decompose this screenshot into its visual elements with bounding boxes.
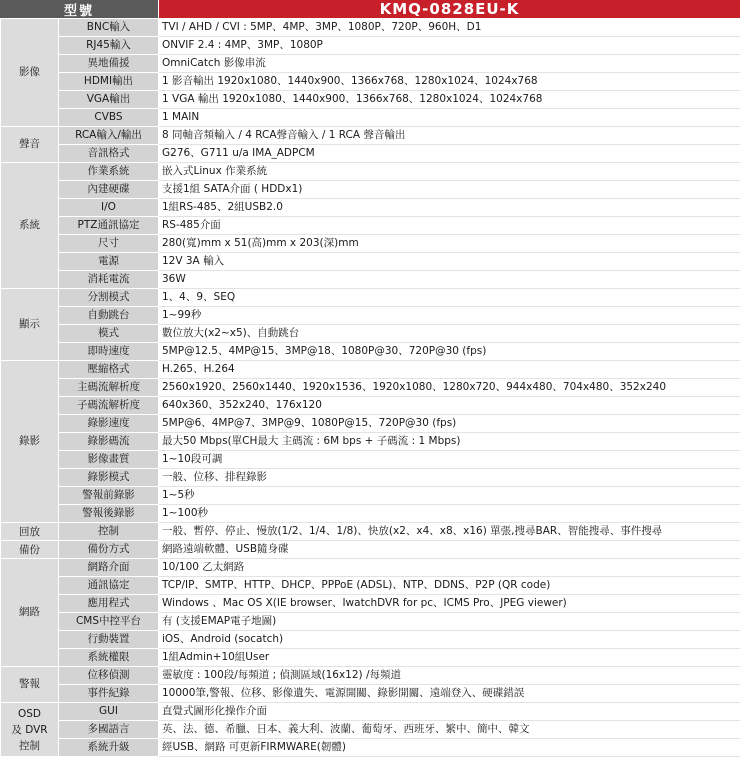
spec-label: 事件紀錄 (59, 685, 159, 703)
spec-value: 10/100 乙太網路 (159, 559, 740, 577)
spec-row (1, 55, 740, 73)
spec-label: 錄影模式 (59, 469, 159, 487)
spec-row (1, 145, 740, 163)
group-label: 顯示 (1, 289, 59, 361)
group-label: 回放 (1, 523, 59, 541)
spec-value: 280(寬)mm x 51(高)mm x 203(深)mm (159, 235, 740, 253)
group-label: 備份 (1, 541, 59, 559)
spec-row (1, 469, 740, 487)
spec-label: BNC輸入 (59, 19, 159, 37)
spec-value: 1 影音輸出 1920x1080、1440x900、1366x768、1280x1024、1024x768 (159, 73, 740, 91)
spec-value: RS-485介面 (159, 217, 740, 235)
spec-row (1, 577, 740, 595)
spec-label: 音訊格式 (59, 145, 159, 163)
spec-value: 640x360、352x240、176x120 (159, 397, 740, 415)
spec-row (1, 217, 740, 235)
spec-value: 直覺式圖形化操作介面 (159, 703, 740, 721)
spec-label: 控制 (59, 523, 159, 541)
spec-label: RJ45輸入 (59, 37, 159, 55)
spec-row (1, 721, 740, 739)
spec-value: 數位放大(x2~x5)、自動跳台 (159, 325, 740, 343)
spec-value: TCP/IP、SMTP、HTTP、DHCP、PPPoE (ADSL)、NTP、DDNS、P2P (QR code) (159, 577, 740, 595)
spec-row (1, 109, 740, 127)
spec-value: H.265、H.264 (159, 361, 740, 379)
spec-value: 1、4、9、SEQ (159, 289, 740, 307)
spec-label: 自動跳台 (59, 307, 159, 325)
spec-row (1, 343, 740, 361)
group-label: 網路 (1, 559, 59, 667)
spec-header (0, 0, 740, 18)
spec-label: 位移偵測 (59, 667, 159, 685)
spec-value: 最大50 Mbps(單CH最大 主碼流 : 6M bps + 子碼流 : 1 Mbps) (159, 433, 740, 451)
spec-value: 支援1組 SATA介面 ( HDDx1) (159, 181, 740, 199)
spec-value: 網路遠端軟體、USB隨身碟 (159, 541, 740, 559)
spec-row (1, 397, 740, 415)
spec-value: 靈敏度 : 100段/每頻道 ; 偵測區域(16x12) /每頻道 (159, 667, 740, 685)
spec-row (1, 451, 740, 469)
spec-value: 1~100秒 (159, 505, 740, 523)
spec-label: CVBS (59, 109, 159, 127)
spec-label: 異地備援 (59, 55, 159, 73)
spec-label: 作業系統 (59, 163, 159, 181)
spec-value: 1~10段可調 (159, 451, 740, 469)
spec-row (1, 541, 740, 559)
spec-value: 有 (支援EMAP電子地圖) (159, 613, 740, 631)
spec-label: CMS中控平台 (59, 613, 159, 631)
model-label: 型號 (0, 0, 158, 18)
spec-label: HDMI輸出 (59, 73, 159, 91)
group-label: OSD 及 DVR 控制 (1, 703, 59, 757)
spec-label: 模式 (59, 325, 159, 343)
spec-value: 5MP@6、4MP@7、3MP@9、1080P@15、720P@30 (fps) (159, 415, 740, 433)
spec-value: 12V 3A 輸入 (159, 253, 740, 271)
spec-label: RCA輸入/輸出 (59, 127, 159, 145)
spec-label: PTZ通訊協定 (59, 217, 159, 235)
spec-row (1, 595, 740, 613)
spec-row (1, 379, 740, 397)
spec-label: 網路介面 (59, 559, 159, 577)
spec-label: 影像畫質 (59, 451, 159, 469)
spec-value: 10000筆,警報、位移、影像遺失、電源開關、錄影開關、遠端登入、硬碟錯誤 (159, 685, 740, 703)
spec-label: 錄影速度 (59, 415, 159, 433)
spec-row (1, 163, 740, 181)
spec-label: 多國語言 (59, 721, 159, 739)
spec-row (1, 433, 740, 451)
spec-row (1, 523, 740, 541)
spec-label: 內建硬碟 (59, 181, 159, 199)
spec-value: TVI / AHD / CVI : 5MP、4MP、3MP、1080P、720P、960H、D1 (159, 19, 740, 37)
spec-value: 8 同軸音頻輸入 / 4 RCA聲音輸入 / 1 RCA 聲音輸出 (159, 127, 740, 145)
spec-label: 電源 (59, 253, 159, 271)
spec-row (1, 289, 740, 307)
spec-row (1, 613, 740, 631)
spec-value: 2560x1920、2560x1440、1920x1536、1920x1080、1280x720、944x480、704x480、352x240 (159, 379, 740, 397)
spec-label: VGA輸出 (59, 91, 159, 109)
spec-value: 1組Admin+10組User (159, 649, 740, 667)
spec-row (1, 307, 740, 325)
spec-value: 一般、暫停、停止、慢放(1/2、1/4、1/8)、快放(x2、x4、x8、x16) 單張,搜尋BAR、智能搜尋、事件搜尋 (159, 523, 740, 541)
spec-label: I/O (59, 199, 159, 217)
spec-value: 一般、位移、排程錄影 (159, 469, 740, 487)
spec-row (1, 649, 740, 667)
spec-row (1, 703, 740, 721)
spec-label: 警報前錄影 (59, 487, 159, 505)
spec-value: Windows 、Mac OS X(IE browser、IwatchDVR for pc、ICMS Pro、JPEG viewer) (159, 595, 740, 613)
spec-label: 分割模式 (59, 289, 159, 307)
spec-label: 系統升級 (59, 739, 159, 757)
spec-label: 錄影碼流 (59, 433, 159, 451)
spec-label: 應用程式 (59, 595, 159, 613)
group-label: 錄影 (1, 361, 59, 523)
spec-row (1, 559, 740, 577)
spec-table (0, 18, 740, 757)
spec-label: 主碼流解析度 (59, 379, 159, 397)
spec-row (1, 325, 740, 343)
spec-label: 通訊協定 (59, 577, 159, 595)
spec-row (1, 487, 740, 505)
spec-label: 備份方式 (59, 541, 159, 559)
group-label: 警報 (1, 667, 59, 703)
spec-value: 英、法、德、希臘、日本、義大利、波蘭、葡萄牙、西班牙、繁中、簡中、韓文 (159, 721, 740, 739)
spec-value: ONVIF 2.4 : 4MP、3MP、1080P (159, 37, 740, 55)
group-label: 影像 (1, 19, 59, 127)
spec-label: GUI (59, 703, 159, 721)
spec-row (1, 739, 740, 757)
spec-label: 系統權限 (59, 649, 159, 667)
spec-row (1, 199, 740, 217)
model-number: KMQ-0828EU-K (159, 0, 740, 18)
spec-value: 5MP@12.5、4MP@15、3MP@18、1080P@30、720P@30 (fps) (159, 343, 740, 361)
spec-value: 36W (159, 271, 740, 289)
spec-value: 嵌入式Linux 作業系統 (159, 163, 740, 181)
spec-row (1, 415, 740, 433)
spec-label: 壓縮格式 (59, 361, 159, 379)
spec-row (1, 271, 740, 289)
spec-row (1, 181, 740, 199)
spec-label: 尺寸 (59, 235, 159, 253)
spec-row (1, 253, 740, 271)
spec-value: OmniCatch 影像串流 (159, 55, 740, 73)
spec-row (1, 73, 740, 91)
spec-value: 1~99秒 (159, 307, 740, 325)
spec-label: 行動裝置 (59, 631, 159, 649)
spec-label: 子碼流解析度 (59, 397, 159, 415)
spec-value: iOS、Android (socatch) (159, 631, 740, 649)
spec-row (1, 361, 740, 379)
spec-value: 1 VGA 輸出 1920x1080、1440x900、1366x768、1280x1024、1024x768 (159, 91, 740, 109)
spec-row (1, 91, 740, 109)
spec-label: 即時速度 (59, 343, 159, 361)
group-label: 聲音 (1, 127, 59, 163)
spec-label: 警報後錄影 (59, 505, 159, 523)
spec-value: 1 MAIN (159, 109, 740, 127)
spec-row (1, 19, 740, 37)
spec-row (1, 631, 740, 649)
spec-row (1, 505, 740, 523)
spec-row (1, 667, 740, 685)
group-label: 系統 (1, 163, 59, 289)
spec-value: 1組RS-485、2組USB2.0 (159, 199, 740, 217)
spec-row (1, 235, 740, 253)
spec-row (1, 37, 740, 55)
spec-row (1, 685, 740, 703)
spec-value: 1~5秒 (159, 487, 740, 505)
spec-value: 經USB、網路 可更新FIRMWARE(韌體) (159, 739, 740, 757)
spec-label: 消耗電流 (59, 271, 159, 289)
spec-value: G276、G711 u/a IMA_ADPCM (159, 145, 740, 163)
spec-row (1, 127, 740, 145)
